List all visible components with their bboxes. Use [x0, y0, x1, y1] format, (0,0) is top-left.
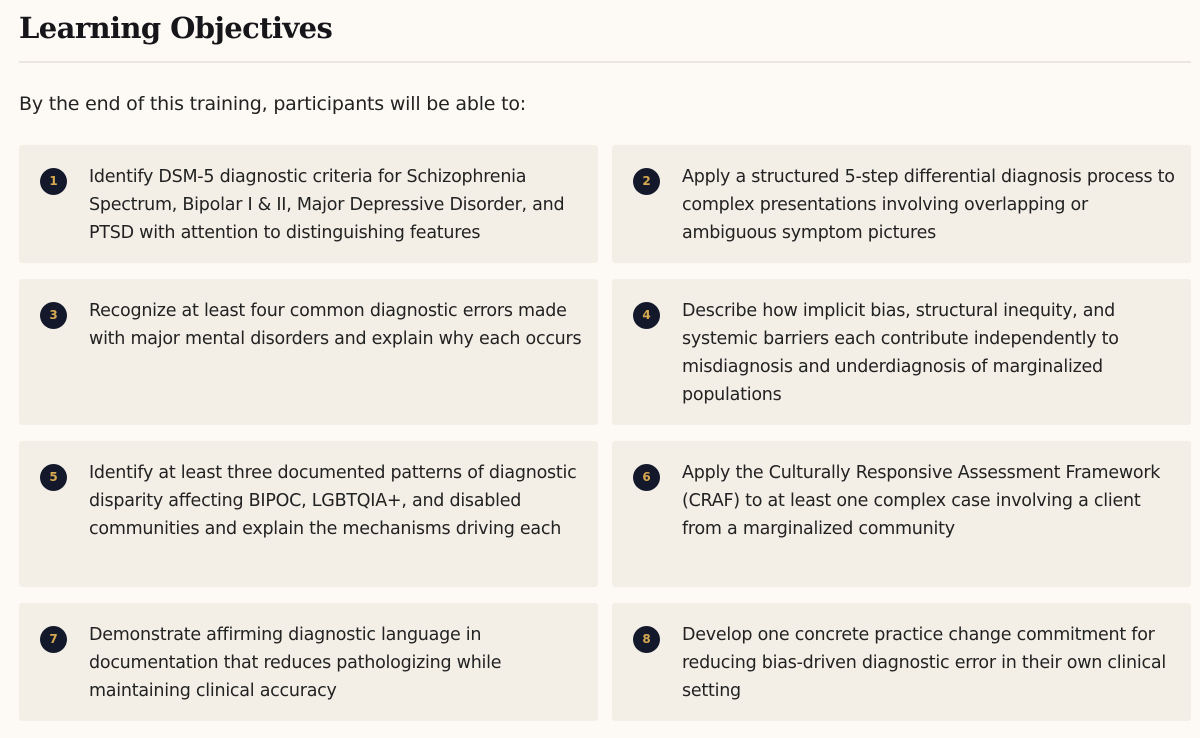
objective-card-3 [19, 279, 598, 425]
objective-card-5 [19, 441, 598, 587]
objective-text: Apply a structured 5-step differential diagnosis process to complex presentations involving overlapping or ambiguous symptom pictures [682, 167, 1175, 243]
objectives-grid [19, 145, 1191, 721]
objective-number-badge: 7 [40, 626, 67, 653]
objective-text: Describe how implicit bias, structural inequity, and systemic barriers each contribute independently to misdiagnosis and underdiagnosis of marginalized populations [682, 301, 1119, 405]
objective-text: Identify DSM-5 diagnostic criteria for Schizophrenia Spectrum, Bipolar I & II, Major Depressive Disorder, and PTSD with attention to distinguishing features [89, 167, 565, 243]
objective-text: Develop one concrete practice change commitment for reducing bias-driven diagnostic error in their own clinical setting [682, 625, 1166, 701]
intro-text: By the end of this training, participants will be able to: [19, 93, 527, 115]
objective-card-7 [19, 603, 598, 721]
objective-number-badge: 6 [633, 464, 660, 491]
objective-card-1 [19, 145, 598, 263]
objective-card-4 [612, 279, 1191, 425]
objective-number-badge: 3 [40, 302, 67, 329]
divider [19, 61, 1191, 63]
objective-text: Demonstrate affirming diagnostic language in documentation that reduces pathologizing while maintaining clinical accuracy [89, 625, 502, 701]
objective-card-8 [612, 603, 1191, 721]
objective-number-badge: 5 [40, 464, 67, 491]
objective-number-badge: 8 [633, 626, 660, 653]
page-title: Learning Objectives [19, 11, 333, 45]
objective-number-badge: 2 [633, 168, 660, 195]
objective-text: Identify at least three documented patterns of diagnostic disparity affecting BIPOC, LGBTQIA+, and disabled communities and explain the mechanisms driving each [89, 463, 577, 539]
objective-text: Apply the Culturally Responsive Assessment Framework (CRAF) to at least one complex case involving a client from a marginalized community [682, 463, 1161, 539]
objective-card-2 [612, 145, 1191, 263]
objective-card-6 [612, 441, 1191, 587]
objective-text: Recognize at least four common diagnostic errors made with major mental disorders and explain why each occurs [89, 301, 582, 349]
objective-number-badge: 1 [40, 168, 67, 195]
objective-number-badge: 4 [633, 302, 660, 329]
